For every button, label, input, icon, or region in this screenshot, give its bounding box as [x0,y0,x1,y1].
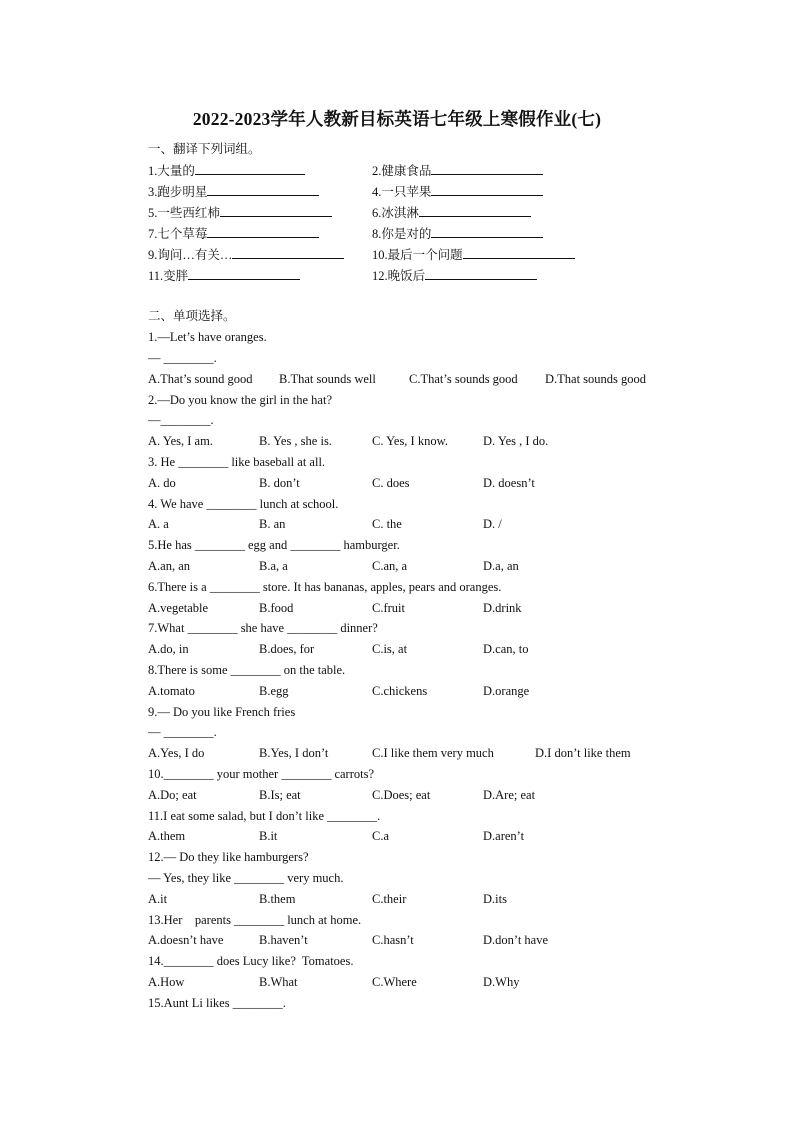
option-b[interactable]: B.it [259,829,278,843]
answer-blank[interactable] [425,267,537,280]
translate-item-label: 4.一只苹果 [372,185,432,199]
question-stem-10: 10.________ your mother ________ carrots? [148,767,375,781]
option-c[interactable]: C.a [372,829,390,843]
option-b[interactable]: B.food [259,601,294,615]
translate-item-12 [372,267,537,284]
option-b[interactable]: B.What [259,975,298,989]
option-b[interactable]: B. don’t [259,476,300,490]
translate-item-2 [372,162,543,179]
translate-item-8 [372,225,543,242]
option-a[interactable]: A.Do; eat [148,788,197,802]
option-b[interactable]: B.That sounds well [279,372,376,386]
translate-item-5 [148,204,332,221]
page-title: 2022-2023学年人教新目标英语七年级上寒假作业(七) [192,109,602,129]
option-d[interactable]: D. / [483,517,502,531]
option-b[interactable]: B.Is; eat [259,788,301,802]
answer-blank[interactable] [431,225,543,238]
option-d[interactable]: D.its [483,892,507,906]
translate-item-6 [372,204,531,221]
option-c[interactable]: C. Yes, I know. [372,434,448,448]
question-stem-6: 6.There is a ________ store. It has bananas, apples, pears and oranges. [148,580,502,594]
option-c[interactable]: C.I like them very much [372,746,494,760]
option-d[interactable]: D.a, an [483,559,519,573]
option-a[interactable]: A.vegetable [148,601,209,615]
option-a[interactable]: A.an, an [148,559,190,573]
option-d[interactable]: D.Are; eat [483,788,536,802]
option-c[interactable]: C.an, a [372,559,408,573]
translate-item-10 [372,246,575,263]
answer-blank[interactable] [463,246,575,259]
translate-item-label: 3.跑步明星 [148,185,208,199]
question-stem-8: 8.There is some ________ on the table. [148,663,346,677]
translate-item-11 [148,267,300,284]
answer-blank[interactable] [207,183,319,196]
question-stem-2: 2.—Do you know the girl in the hat? [148,393,332,407]
question-reply-9: — ________. [148,725,217,739]
question-stem-13: 13.Her parents ________ lunch at home. [148,913,362,927]
option-b[interactable]: B.does, for [259,642,315,656]
section1-heading: 一、翻译下列词组。 [148,142,261,156]
option-a[interactable]: A.How [148,975,185,989]
option-d[interactable]: D. Yes , I do. [483,434,549,448]
option-c[interactable]: C. the [372,517,402,531]
option-a[interactable]: A. a [148,517,169,531]
question-stem-11: 11.I eat some salad, but I don’t like ________. [148,809,381,823]
answer-blank[interactable] [419,204,531,217]
option-c[interactable]: C.is, at [372,642,408,656]
option-c[interactable]: C.fruit [372,601,405,615]
option-c[interactable]: C.their [372,892,407,906]
question-stem-3: 3. He ________ like baseball at all. [148,455,326,469]
option-d[interactable]: D.drink [483,601,522,615]
option-a[interactable]: A.them [148,829,186,843]
option-a[interactable]: A.Yes, I do [148,746,205,760]
answer-blank[interactable] [431,162,543,175]
option-a[interactable]: A.doesn’t have [148,933,224,947]
answer-blank[interactable] [431,183,543,196]
option-a[interactable]: A.tomato [148,684,195,698]
translate-item-9 [148,246,344,263]
question-stem-5: 5.He has ________ egg and ________ hamburger. [148,538,400,552]
option-c[interactable]: C.hasn’t [372,933,414,947]
translate-item-label: 1.大量的 [148,164,195,178]
translate-item-label: 9.询问…有关… [148,248,233,262]
option-b[interactable]: B.haven’t [259,933,308,947]
translate-item-7 [148,225,319,242]
answer-blank[interactable] [207,225,319,238]
option-b[interactable]: B. Yes , she is. [259,434,332,448]
question-stem-7: 7.What ________ she have ________ dinner? [148,621,378,635]
option-c[interactable]: C.chickens [372,684,428,698]
translate-item-label: 5.一些西红柿 [148,206,220,220]
question-stem-4: 4. We have ________ lunch at school. [148,497,339,511]
question-reply-2: —________. [148,413,214,427]
translate-item-label: 2.健康食品 [372,164,432,178]
translate-item-1 [148,162,305,179]
option-b[interactable]: B.them [259,892,296,906]
option-c[interactable]: C.Where [372,975,417,989]
question-stem-9: 9.— Do you like French fries [148,705,296,719]
option-d[interactable]: D.That sounds good [545,372,647,386]
answer-blank[interactable] [232,246,344,259]
option-a[interactable]: A. do [148,476,176,490]
question-stem-1: 1.—Let’s have oranges. [148,330,267,344]
option-a[interactable]: A.That’s sound good [148,372,253,386]
answer-blank[interactable] [220,204,332,217]
answer-blank[interactable] [188,267,300,280]
option-d[interactable]: D.orange [483,684,530,698]
question-stem-15: 15.Aunt Li likes ________. [148,996,286,1010]
translate-item-label: 6.冰淇淋 [372,206,419,220]
option-d[interactable]: D.can, to [483,642,529,656]
translate-item-label: 7.七个草莓 [148,227,208,241]
option-a[interactable]: A.do, in [148,642,189,656]
translate-item-label: 10.最后一个问题 [372,248,463,262]
option-d[interactable]: D.Why [483,975,520,989]
translate-item-label: 12.晚饭后 [372,269,426,283]
translate-item-3 [148,183,319,200]
option-b[interactable]: B.a, a [259,559,288,573]
question-stem-14: 14.________ does Lucy like? Tomatoes. [148,954,354,968]
question-stem-12: 12.— Do they like hamburgers? [148,850,309,864]
option-a[interactable]: A. Yes, I am. [148,434,213,448]
translate-item-label: 8.你是对的 [372,227,432,241]
answer-blank[interactable] [195,162,305,175]
option-c[interactable]: C. does [372,476,410,490]
option-c[interactable]: C.That’s sounds good [409,372,518,386]
option-d[interactable]: D. doesn’t [483,476,535,490]
question-reply-12: — Yes, they like ________ very much. [148,871,344,885]
option-d[interactable]: D.I don’t like them [535,746,631,760]
option-d[interactable]: D.aren’t [483,829,525,843]
question-reply-1: — ________. [148,351,217,365]
translate-item-label: 11.变胖 [148,269,189,283]
option-d[interactable]: D.don’t have [483,933,549,947]
translate-item-4 [372,183,543,200]
option-b[interactable]: B. an [259,517,286,531]
option-a[interactable]: A.it [148,892,168,906]
option-b[interactable]: B.egg [259,684,289,698]
section2-heading: 二、单项选择。 [148,309,236,323]
option-b[interactable]: B.Yes, I don’t [259,746,329,760]
option-c[interactable]: C.Does; eat [372,788,431,802]
